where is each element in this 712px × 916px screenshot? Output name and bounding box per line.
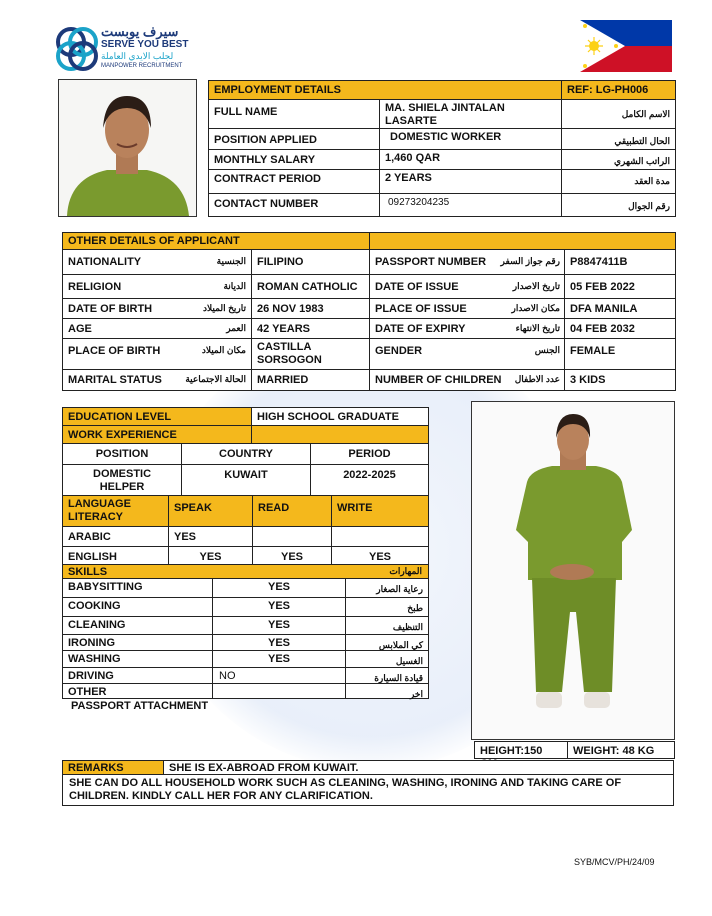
contract-period-arabic: مدة العقد bbox=[561, 169, 676, 194]
other-right-value-5: 3 KIDS bbox=[564, 369, 676, 391]
other-right-value-0: P8847411B bbox=[564, 249, 676, 275]
logo-name: SERVE YOU BEST bbox=[101, 39, 189, 50]
applicant-headshot bbox=[58, 79, 197, 217]
monthly-salary-arabic: الراتب الشهري bbox=[561, 149, 676, 170]
skill-value-4: YES bbox=[212, 650, 346, 668]
remarks-body: SHE CAN DO ALL HOUSEHOLD WORK SUCH AS CLEANING, WASHING, IRONING AND TAKING CARE OF CHILDREN. KINDLY CALL HER FOR ANY CLARIFICATION. bbox=[62, 774, 674, 806]
other-left-arabic-5: الحالة الاجتماعية bbox=[185, 374, 246, 384]
other-right-label-5: NUMBER OF CHILDREN bbox=[369, 369, 565, 391]
contract-period-label: CONTRACT PERIOD bbox=[208, 169, 380, 194]
other-left-value-2: 26 NOV 1983 bbox=[251, 298, 370, 319]
other-details-header-right bbox=[369, 232, 676, 250]
other-right-arabic-1: تاريخ الاصدار bbox=[512, 281, 560, 291]
position-applied-value: DOMESTIC WORKER bbox=[379, 128, 562, 150]
work-row-country: KUWAIT bbox=[181, 464, 311, 496]
skill-arabic-3: كي الملابس bbox=[345, 634, 429, 651]
work-experience-header-right bbox=[251, 425, 429, 444]
skill-arabic-6: اخر bbox=[345, 683, 429, 699]
other-left-value-4: CASTILLA SORSOGON bbox=[251, 338, 370, 370]
other-left-label-5: MARITAL STATUS bbox=[62, 369, 252, 391]
position-applied-arabic: الحال التطبيقي bbox=[561, 128, 676, 150]
other-right-label-2: PLACE OF ISSUE bbox=[369, 298, 565, 319]
other-right-value-1: 05 FEB 2022 bbox=[564, 274, 676, 299]
skill-value-1: YES bbox=[212, 597, 346, 617]
other-right-arabic-3: تاريخ الانتهاء bbox=[515, 323, 560, 333]
other-left-label-4: PLACE OF BIRTH bbox=[62, 338, 252, 370]
work-col-position: POSITION bbox=[62, 443, 182, 465]
language-col-write: WRITE bbox=[331, 495, 429, 527]
skill-name-4: WASHING bbox=[62, 650, 213, 668]
language-english-write: YES bbox=[331, 546, 429, 565]
company-logo bbox=[55, 26, 205, 74]
other-left-label-0: NATIONALITY bbox=[62, 249, 252, 275]
other-left-arabic-4: مكان الميلاد bbox=[201, 345, 246, 355]
contact-number-label: CONTACT NUMBER bbox=[208, 193, 380, 217]
skill-value-5: NO bbox=[212, 667, 346, 684]
skills-header-arabic: المهارات bbox=[389, 566, 422, 576]
education-level-value: HIGH SCHOOL GRADUATE bbox=[251, 407, 429, 426]
skill-name-2: CLEANING bbox=[62, 616, 213, 635]
skill-name-6: OTHER bbox=[62, 683, 213, 699]
other-right-arabic-4: الجنس bbox=[534, 345, 560, 355]
philippines-flag bbox=[580, 20, 672, 72]
language-english-name: ENGLISH bbox=[62, 546, 169, 565]
document-code: SYB/MCV/PH/24/09 bbox=[574, 857, 655, 867]
full-name-label: FULL NAME bbox=[208, 99, 380, 129]
language-col-read: READ bbox=[252, 495, 332, 527]
other-right-arabic-5: عدد الاطفال bbox=[514, 374, 560, 384]
contact-number-arabic: رقم الجوال bbox=[561, 193, 676, 217]
other-left-arabic-0: الجنسية bbox=[216, 256, 246, 266]
other-left-value-0: FILIPINO bbox=[251, 249, 370, 275]
other-right-value-2: DFA MANILA bbox=[564, 298, 676, 319]
language-english-read: YES bbox=[252, 546, 332, 565]
other-left-value-5: MARRIED bbox=[251, 369, 370, 391]
other-right-value-3: 04 FEB 2032 bbox=[564, 318, 676, 339]
applicant-full-body-photo bbox=[471, 401, 675, 740]
work-col-period: PERIOD bbox=[310, 443, 429, 465]
other-right-label-1: DATE OF ISSUE bbox=[369, 274, 565, 299]
language-arabic-read bbox=[252, 526, 332, 547]
height-value: HEIGHT:150 bbox=[474, 741, 568, 759]
logo-sub: MANPOWER RECRUITMENT bbox=[101, 63, 183, 69]
language-english-speak: YES bbox=[168, 546, 253, 565]
work-row-period: 2022-2025 bbox=[310, 464, 429, 496]
other-details-header: OTHER DETAILS OF APPLICANT bbox=[62, 232, 370, 250]
skill-name-1: COOKING bbox=[62, 597, 213, 617]
skill-arabic-2: التنظيف bbox=[345, 616, 429, 635]
skill-arabic-1: طبخ bbox=[345, 597, 429, 617]
passport-attachment-label: PASSPORT ATTACHMENT bbox=[71, 700, 209, 712]
language-arabic-write bbox=[331, 526, 429, 547]
other-right-label-3: DATE OF EXPIRY bbox=[369, 318, 565, 339]
monthly-salary-label: MONTHLY SALARY bbox=[208, 149, 380, 170]
skills-header: SKILLS bbox=[62, 564, 429, 579]
work-col-country: COUNTRY bbox=[181, 443, 311, 465]
other-right-label-0: PASSPORT NUMBER bbox=[369, 249, 565, 275]
skill-value-3: YES bbox=[212, 634, 346, 651]
other-left-value-3: 42 YEARS bbox=[251, 318, 370, 339]
work-experience-header: WORK EXPERIENCE bbox=[62, 425, 252, 444]
work-row-position: DOMESTIC HELPER bbox=[62, 464, 182, 496]
skill-arabic-0: رعاية الصغار bbox=[345, 578, 429, 598]
language-literacy-header: LANGUAGE LITERACY bbox=[62, 495, 169, 527]
logo-arabic-sub: لجلب الايدي العاملة bbox=[101, 51, 174, 61]
other-left-label-3: AGE bbox=[62, 318, 252, 339]
skill-value-0: YES bbox=[212, 578, 346, 598]
logo-mark-icon bbox=[55, 26, 99, 72]
skill-value-6 bbox=[212, 683, 346, 699]
skill-arabic-4: الغسيل bbox=[345, 650, 429, 668]
other-right-value-4: FEMALE bbox=[564, 338, 676, 370]
language-col-speak: SPEAK bbox=[168, 495, 253, 527]
contract-period-value: 2 YEARS bbox=[379, 169, 562, 194]
remarks-line1: SHE IS EX-ABROAD FROM KUWAIT. bbox=[163, 760, 674, 775]
other-left-label-2: DATE OF BIRTH bbox=[62, 298, 252, 319]
skill-name-3: IRONING bbox=[62, 634, 213, 651]
skill-arabic-5: قيادة السيارة bbox=[345, 667, 429, 684]
other-left-arabic-1: الديانة bbox=[223, 281, 246, 291]
full-name-value: MA. SHIELA JINTALAN LASARTE bbox=[379, 99, 562, 129]
position-applied-label: POSITION APPLIED bbox=[208, 128, 380, 150]
other-left-value-1: ROMAN CATHOLIC bbox=[251, 274, 370, 299]
skill-value-2: YES bbox=[212, 616, 346, 635]
other-left-label-1: RELIGION bbox=[62, 274, 252, 299]
language-arabic-name: ARABIC bbox=[62, 526, 169, 547]
other-right-arabic-2: مكان الاصدار bbox=[511, 303, 560, 313]
logo-arabic: سيرف يوبست bbox=[101, 24, 179, 39]
other-right-label-4: GENDER bbox=[369, 338, 565, 370]
skill-name-0: BABYSITTING bbox=[62, 578, 213, 598]
language-arabic-speak: YES bbox=[168, 526, 253, 547]
other-left-arabic-3: العمر bbox=[226, 323, 246, 333]
reference-number: REF: LG-PH006 bbox=[561, 80, 676, 100]
other-left-arabic-2: تاريخ الميلاد bbox=[203, 303, 246, 313]
contact-number-value: 09273204235 bbox=[379, 193, 562, 217]
other-right-arabic-0: رقم جواز السفر bbox=[500, 256, 560, 266]
employment-header: EMPLOYMENT DETAILS bbox=[208, 80, 562, 100]
skill-name-5: DRIVING bbox=[62, 667, 213, 684]
weight-value: WEIGHT: 48 KG bbox=[567, 741, 675, 759]
education-level-label: EDUCATION LEVEL bbox=[62, 407, 252, 426]
full-name-arabic: الاسم الكامل bbox=[561, 99, 676, 129]
remarks-label: REMARKS bbox=[62, 760, 164, 775]
monthly-salary-value: 1,460 QAR bbox=[379, 149, 562, 170]
